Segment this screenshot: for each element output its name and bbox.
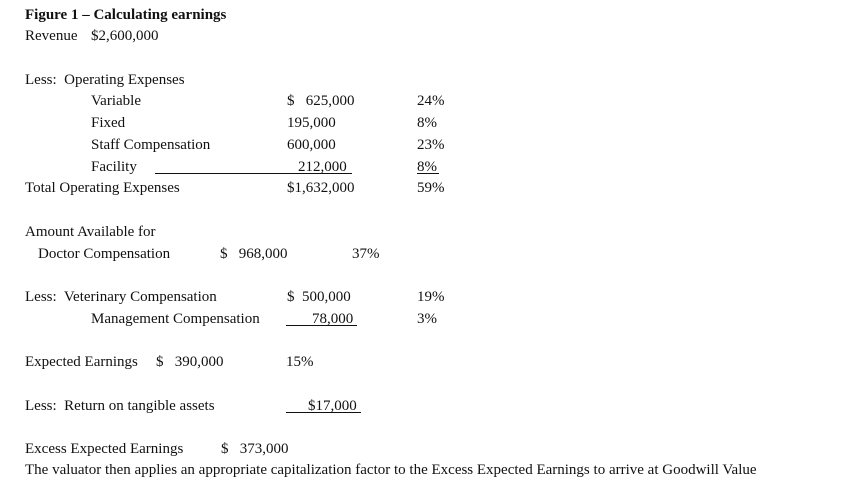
expense-label: Facility xyxy=(91,159,137,175)
doctor-comp-percent: 37% xyxy=(352,246,380,262)
doctor-comp-amount: $ 968,000 xyxy=(220,246,288,262)
mgmt-comp-label: Management Compensation xyxy=(91,311,260,327)
return-assets-label: Less: Return on tangible assets xyxy=(25,398,215,414)
underline-divider xyxy=(286,412,361,413)
expense-label: Staff Compensation xyxy=(91,137,211,153)
excess-earnings-amount: $ 373,000 xyxy=(221,441,289,457)
expense-amount: 600,000 xyxy=(287,137,336,153)
underline-divider xyxy=(417,173,439,174)
expense-amount: 195,000 xyxy=(287,115,336,131)
expense-percent: 8% xyxy=(417,159,437,175)
total-expenses-label: Total Operating Expenses xyxy=(25,180,180,196)
expense-percent: 24% xyxy=(417,93,445,109)
expense-percent: 8% xyxy=(417,115,437,131)
vet-comp-label: Less: Veterinary Compensation xyxy=(25,289,217,305)
figure-title: Figure 1 – Calculating earnings xyxy=(25,7,227,23)
revenue-label: Revenue xyxy=(25,28,78,44)
expected-earnings-percent: 15% xyxy=(286,354,314,370)
expense-percent: 23% xyxy=(417,137,445,153)
excess-earnings-label: Excess Expected Earnings xyxy=(25,441,184,457)
return-assets-amount: $17,000 xyxy=(308,398,357,414)
operating-expenses-header: Less: Operating Expenses xyxy=(25,72,185,88)
vet-comp-percent: 19% xyxy=(417,289,445,305)
expected-earnings-amount: $ 390,000 xyxy=(156,354,224,370)
mgmt-comp-percent: 3% xyxy=(417,311,437,327)
underline-divider xyxy=(286,325,357,326)
expense-amount: 212,000 xyxy=(298,159,347,175)
expense-amount: $ 625,000 xyxy=(287,93,355,109)
footnote-text: The valuator then applies an appropriate capitalization factor to the Excess Expected Earnings to arrive at Goodwill Value xyxy=(25,462,757,478)
total-expenses-amount: $1,632,000 xyxy=(287,180,355,196)
revenue-value: $2,600,000 xyxy=(91,28,159,44)
doctor-comp-label-1: Amount Available for xyxy=(25,224,156,240)
expense-label: Fixed xyxy=(91,115,126,131)
total-expenses-percent: 59% xyxy=(417,180,445,196)
expense-label: Variable xyxy=(91,93,141,109)
mgmt-comp-amount: 78,000 xyxy=(312,311,354,327)
expected-earnings-label: Expected Earnings xyxy=(25,354,138,370)
vet-comp-amount: $ 500,000 xyxy=(287,289,351,305)
doctor-comp-label-2: Doctor Compensation xyxy=(38,246,171,262)
